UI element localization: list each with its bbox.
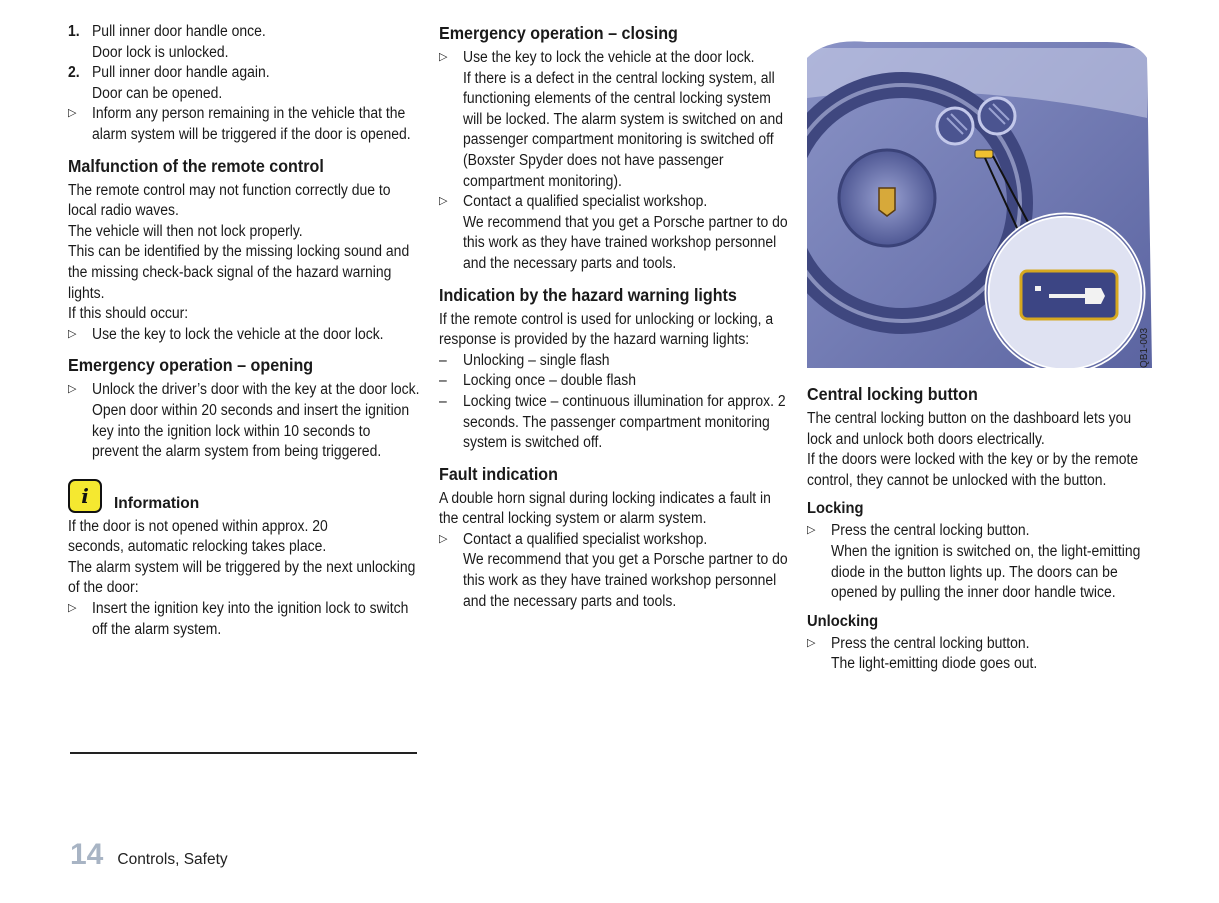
page-footer [70,838,228,872]
porsche-crest-icon [879,188,895,216]
dashboard-illustration [807,38,1159,378]
paragraph: The remote control may not function correctly due to local radio waves. [68,181,391,220]
bullet: ▷ Unlock the driver’s door with the key at the door lock. Open door within 20 seconds and insert the ignition key into the ignition lock within 10 seconds to prevent the alarm system from being triggered. [68,380,420,462]
list-item: – Unlocking – single flash [439,351,789,372]
triangle-right-icon: ▷ [807,524,816,537]
paragraph: If this should occur: [68,305,189,323]
triangle-right-icon: ▷ [439,532,448,545]
bullet-continuation: We recommend that you get a Porsche partner to do this work as they have trained workshop personnel and the necessary parts and tools. [463,551,788,610]
paragraph: The vehicle will then not lock properly. [68,222,303,240]
paragraph: This can be identified by the missing locking sound and the missing check-back signal of the hazard warning lights. [68,243,410,302]
bullet-continuation: The light-emitting diode goes out. [831,655,1038,673]
dash: – [439,351,447,369]
paragraph: If the remote control is used for unlocking or locking, a response is provided by the hazard warning lights: [439,310,774,349]
triangle-right-icon: ▷ [439,51,448,63]
step-result: Door can be opened. [92,84,223,102]
heading-emergency-closing: Emergency operation – closing [439,23,678,43]
bullet-continuation: Open door within 20 seconds and insert the ignition key into the ignition lock within 10 seconds to prevent the alarm system from being triggered. [92,401,410,461]
bullet: ▷ Contact a qualified specialist workshop. We recommend that you get a Porsche partner to do this work as they have trained workshop personnel and the necessary parts and tools. [439,192,789,274]
heading-unlocking: Unlocking [807,612,879,630]
figure-code: QB1-003 [1139,327,1150,368]
step-2 [68,63,420,104]
central-locking-button-small [975,150,993,158]
step-number: 1. [68,23,80,40]
bullet: ▷ Press the central locking button. When the ignition is switched on, the light-emitting diode in the button lights up. The doors can be opened by pulling the inner door handle twice. [807,521,1159,603]
bullet: ▷ Press the central locking button. The light-emitting diode goes out. [807,634,1159,675]
step-1 [68,22,420,63]
led-indicator [1035,286,1041,291]
bullet-continuation: When the ignition is switched on, the light-emitting diode in the button lights up. The doors can be opened by pulling the inner door handle twice. [831,542,1141,602]
inform-bullet: ▷ Inform any person remaining in the vehicle that the alarm system will be triggered if the door is opened. [68,105,411,143]
heading-malfunction: Malfunction of the remote control [68,155,324,176]
bullet: ▷ Contact a qualified specialist workshop. We recommend that you get a Porsche partner to do this work as they have trained workshop personnel and the necessary parts and tools. [439,530,789,612]
bullet: ▷ Insert the ignition key into the ignition lock to switch off the alarm system. [68,600,409,638]
bullet-continuation: We recommend that you get a Porsche partner to do this work as they have trained workshop personnel and the necessary parts and tools. [463,213,788,272]
list-item: – Locking once – double flash [439,371,789,392]
heading-locking: Locking [807,500,864,518]
step-text: Pull inner door handle again. [92,64,270,82]
information-icon: i [68,479,102,513]
paragraph: If the door is not opened within approx. 20 seconds, automatic relocking takes place. [68,517,328,556]
paragraph: The alarm system will be triggered by the next unlocking of the door: [68,558,416,597]
triangle-right-icon: ▷ [68,327,77,340]
column-middle [439,22,789,612]
bullet: ▷ Use the key to lock the vehicle at the door lock. If there is a defect in the central locking system, all functioning elements of the central locking system will be locked. The alarm system is switched on and passenger compartment monitoring is switched off (Boxster Spyder does not have passenger compartment monitoring). [439,48,789,192]
column-left [68,22,420,640]
heading-hazard-lights: Indication by the hazard warning lights [439,284,737,305]
triangle-right-icon: ▷ [807,636,816,649]
triangle-right-icon: ▷ [68,383,77,396]
information-title: Information [114,494,200,512]
section-title: Controls, Safety [117,851,228,868]
bullet-continuation: If there is a defect in the central locking system, all functioning elements of the central locking system will be locked. The alarm system is switched on and passenger compartment monitoring is switched off (Boxster Spyder does not have passenger compartment monitoring). [463,69,783,190]
step-text: Pull inner door handle once. [92,23,266,40]
paragraph: If the doors were locked with the key or by the remote control, they cannot be unlocked with the button. [807,451,1139,489]
step-result: Door lock is unlocked. [92,43,229,61]
column-right [807,383,1159,675]
heading-central-locking: Central locking button [807,384,978,404]
page-number: 14 [70,838,104,871]
dash: – [439,372,447,390]
triangle-right-icon: ▷ [68,602,77,615]
list-item: – Locking twice – continuous illumination for approx. 2 seconds. The passenger compartment monitoring system is switched off. [439,392,789,454]
information-header [68,479,420,513]
dash: – [439,392,447,410]
heading-fault-indication: Fault indication [439,463,558,484]
bullet: ▷ Use the key to lock the vehicle at the door lock. [68,325,384,343]
triangle-right-icon: ▷ [68,107,77,120]
triangle-right-icon: ▷ [439,195,448,208]
information-end-rule [70,752,417,754]
paragraph: The central locking button on the dashboard lets you lock and unlock both doors electrically. [807,410,1132,448]
step-number: 2. [68,64,80,82]
heading-emergency-opening: Emergency operation – opening [68,355,314,376]
paragraph: A double horn signal during locking indicates a fault in the central locking system or alarm system. [439,489,771,528]
